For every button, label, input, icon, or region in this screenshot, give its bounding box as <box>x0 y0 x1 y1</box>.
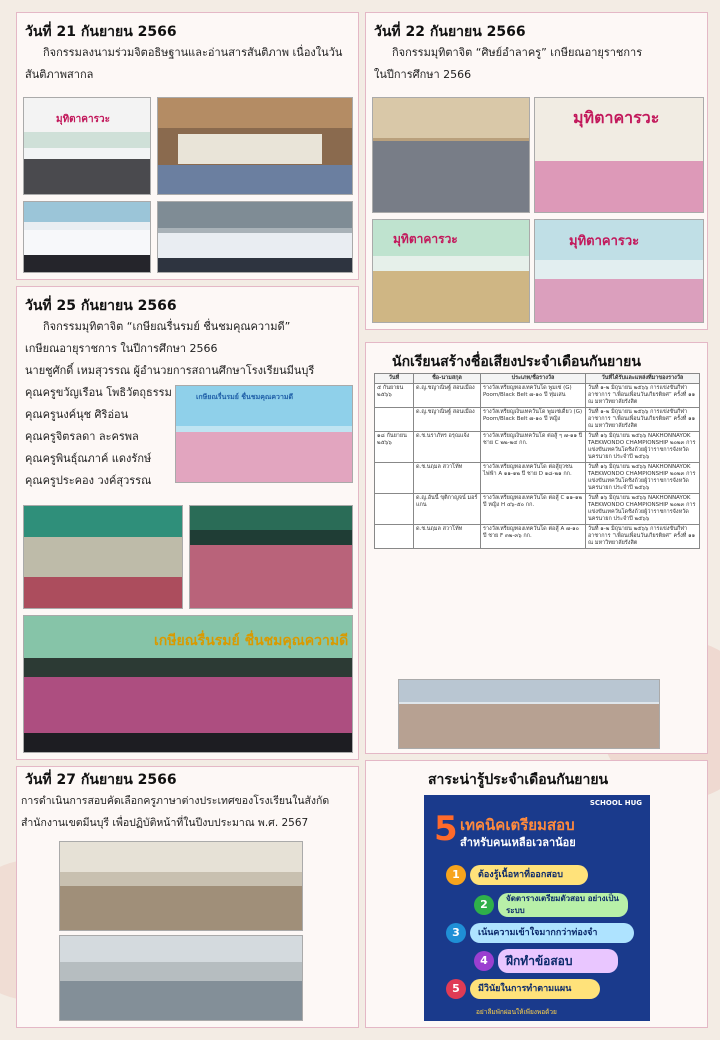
table-row <box>375 408 700 432</box>
cell-award: รางวัลเหรียญทองเทควันโด ต่อสู้ A ๗-๑๐ ปี ชาย F ๓๒-๓๖ กก. <box>481 525 586 549</box>
panel-text-line: การดำเนินการสอบคัดเลือกครูภาษาต่างประเทศของโรงเรียนในสังกัด <box>21 795 330 807</box>
cell-date: ๑๘ กันยายน ๒๕๖๖ <box>375 432 414 463</box>
panel-text-line: กิจกรรมลงนามร่วมจิตอธิษฐานและอ่านสารสันติภาพ เนื่องในวัน <box>43 46 343 59</box>
cell-date <box>375 463 414 494</box>
photo-stage-ceremony: มุทิตาคารวะ <box>372 219 530 323</box>
table-row <box>375 384 700 408</box>
panel-text-line: สำนักงานเขตมีนบุรี เพื่อปฏิบัติหน้าที่ในปีงบประมาณ พ.ศ. 2567 <box>21 817 309 829</box>
panel-title: วันที่ 27 กันยายน 2566 <box>25 772 177 788</box>
poster-footer: อย่าลืมพักผ่อนให้เพียงพอด้วย <box>476 1008 557 1016</box>
table-row <box>375 494 700 525</box>
panel-title: สาระน่ารู้ประจำเดือนกันยายน <box>428 772 609 788</box>
photo-retirees-certificates: เกษียณรื่นรมย์ ชื่นชมคุณความดี <box>175 385 353 483</box>
cell-source: วันที่ ๑๖ มิถุนายน ๒๕๖๖ NAKHONNAYOK TAEKWONDO CHAMPIONSHIP ๒๐๒๓ การแข่งขันเทควันโดชิงถ้วยผู้ว่าราชการจังหวัดนครนายก ประจำปี ๒๕๖๖ <box>586 494 700 525</box>
step-number: 4 <box>474 951 494 971</box>
cell-date <box>375 494 414 525</box>
headline-sub: สำหรับคนเหลือเวลาน้อย <box>460 836 576 849</box>
panel-text-line: ในปีการศึกษา 2566 <box>374 68 472 81</box>
panel-awards <box>365 342 708 754</box>
stage-banner: เกษียณรื่นรมย์ ชื่นชมคุณความดี <box>154 633 349 649</box>
cell-date <box>375 525 414 549</box>
headline-number: 5 <box>434 809 458 849</box>
cell-name: ด.ญ.ชญาณิษฐ์ สอนเมือง <box>414 408 481 432</box>
cell-award: รางวัลเหรียญทองเทควันโด ต่อสู้ C ๑๑-๑๒ ปี หญิง H ๔๖-๕๐ กก. <box>481 494 586 525</box>
cell-award: รางวัลเหรียญทองเทควันโด ต่อสู้ยุวชนไฟฟ้า A ๑๑-๑๒ ปี ชาย D ๑๘-๒๑ กก. <box>481 463 586 494</box>
panel-title: นักเรียนสร้างชื่อเสียงประจำเดือนกันยายน <box>392 354 641 370</box>
headline-main: เทคนิคเตรียมสอบ <box>460 816 575 834</box>
retiree-name: คุณครูพินธุ์ณภาค์ แดงรักษ์ <box>25 452 152 465</box>
step-item: ฝึกทำข้อสอบ <box>498 949 618 973</box>
brand-label: SCHOOL HUG <box>589 799 642 807</box>
photo-peace-posters <box>157 97 353 195</box>
retiree-name: คุณครูนงค์นุช ศิริอ่อน <box>25 408 129 421</box>
step-number: 2 <box>474 895 494 915</box>
panel-text-line: กิจกรรมมุทิตาจิต “ศิษย์อำลาครู” เกษียณอายุราชการ <box>392 46 643 59</box>
photo-award-students <box>398 679 660 749</box>
exam-tips-poster <box>424 795 650 1021</box>
step-number: 1 <box>446 865 466 885</box>
stage-banner: มุทิตาคารวะ <box>573 108 660 127</box>
panel-sept21 <box>16 12 359 280</box>
table-row <box>375 525 700 549</box>
panel-text-line: สันติภาพสากล <box>25 68 94 81</box>
panel-title: วันที่ 22 กันยายน 2566 <box>374 24 526 40</box>
photo-teachers-walk <box>372 97 530 213</box>
cell-source: วันที่ ๑-๒ มิถุนายน ๒๕๖๖ การแข่งขันกีฬาอาชาการ “เพื่อนเพื่อนวันเกียรติยศ” ครั้งที่ ๑๑ ณ มหาวิทยาลัยรังสิต <box>586 384 700 408</box>
step-item: มีวินัยในการทำตามแผน <box>470 979 600 999</box>
column-header: วันที่ได้รับและแหล่งที่มาของรางวัล <box>586 374 700 384</box>
panel-text-line: นายชูศักดิ์ เหมสุวรรณ ผู้อำนวยการสถานศึกษาโรงเรียนมีนบุรี <box>25 364 315 377</box>
cell-source: วันที่ ๑-๒ มิถุนายน ๒๕๖๖ การแข่งขันกีฬาอาชาการ “เพื่อนเพื่อนวันเกียรติยศ” ครั้งที่ ๑๑ ณ มหาวิทยาลัยรังสิต <box>586 525 700 549</box>
photo-exam-room <box>59 935 303 1021</box>
retiree-name: คุณครูขวัญเรือน โพธิวัตถุธรรม <box>25 386 172 399</box>
column-header: ชื่อ-นามสกุล <box>414 374 481 384</box>
column-header: วันที่ <box>375 374 414 384</box>
photo-students-outdoor <box>157 201 353 273</box>
panel-sept22 <box>365 12 708 330</box>
cell-name: ด.ช.นราภัทร อรุณแจ้ง <box>414 432 481 463</box>
photo-students-assembly <box>23 201 151 273</box>
cell-source: วันที่ ๑๖ มิถุนายน ๒๕๖๖ NAKHONNAYOK TAEKWONDO CHAMPIONSHIP ๒๐๒๓ การแข่งขันเทควันโดชิงถ้วยผู้ว่าราชการจังหวัดนครนายก ประจำปี ๒๕๖๖ <box>586 463 700 494</box>
cell-date <box>375 408 414 432</box>
cell-name: ด.ญ.ชญาณิษฐ์ สอนเมือง <box>414 384 481 408</box>
photo-students-signing: มุทิตาคารวะ <box>23 97 151 195</box>
cell-award: รางวัลเหรียญเงินเทควันโด พูมเซ่เดี่ยว (G) Poom/Black Belt ๗-๑๐ ปี หญิง <box>481 408 586 432</box>
panel-text-line: กิจกรรมมุทิตาจิต “เกษียณรื่นรมย์ ชื่นชมคุณความดี” <box>43 320 291 333</box>
panel-sept27 <box>16 766 359 1028</box>
cell-award: รางวัลเหรียญทองเทควันโด พูมเซ่ (G) Poom/Black Belt ๗-๑๐ ปี ทุ่มเสน <box>481 384 586 408</box>
cell-source: วันที่ ๑๖ มิถุนายน ๒๕๖๖ NAKHONNAYOK TAEKWONDO CHAMPIONSHIP ๒๐๒๓ การแข่งขันเทควันโดชิงถ้วยผู้ว่าราชการจังหวัดนครนายก ประจำปี ๒๕๖๖ <box>586 432 700 463</box>
photo-stage-group-retirees <box>23 615 353 753</box>
step-number: 5 <box>446 979 466 999</box>
photo-exam-interview <box>59 841 303 931</box>
photo-student-dance <box>534 97 704 213</box>
cell-name: ด.ช.นฤมล สวาโท้ท <box>414 463 481 494</box>
photo-stage-honoring <box>189 505 353 609</box>
cell-date: ๕ กันยายน ๒๕๖๖ <box>375 384 414 408</box>
column-header: ประเภท/ชื่อรางวัล <box>481 374 586 384</box>
table-row <box>375 432 700 463</box>
step-item: จัดตารางเตรียมตัวสอบ อย่างเป็นระบบ <box>498 893 628 917</box>
panel-text-line: เกษียณอายุราชการ ในปีการศึกษา 2566 <box>25 342 218 355</box>
step-item: ต้องรู้เนื้อหาที่ออกสอบ <box>470 865 588 885</box>
cell-name: ด.ช.นฤมล สวาโท้ท <box>414 525 481 549</box>
table-header-row <box>375 374 700 384</box>
photo-garland-presentation <box>23 505 183 609</box>
panel-title: วันที่ 25 กันยายน 2566 <box>25 298 177 314</box>
panel-title: วันที่ 21 กันยายน 2566 <box>25 24 177 40</box>
table-row <box>375 463 700 494</box>
retiree-name: คุณครูประคอง วงค์สุวรรณ <box>25 474 152 487</box>
cell-name: ด.ญ.อันนี้ ขุติกาญจน์ มอร์แกน <box>414 494 481 525</box>
step-number: 3 <box>446 923 466 943</box>
cell-award: รางวัลเหรียญเงินเทควันโด ต่อสู้ ๆ ๗-๑๑ ปี ชาย C ๒๒-๒๔ กก. <box>481 432 586 463</box>
photo-stage-group: มุทิตาคารวะ <box>534 219 704 323</box>
panel-knowledge <box>365 760 708 1028</box>
cell-source: วันที่ ๑-๒ มิถุนายน ๒๕๖๖ การแข่งขันกีฬาอาชาการ “เพื่อนเพื่อนวันเกียรติยศ” ครั้งที่ ๑๑ ณ มหาวิทยาลัยรังสิต <box>586 408 700 432</box>
panel-sept25 <box>16 286 359 760</box>
retiree-name: คุณครูจิตรลดา ละครพล <box>25 430 139 443</box>
step-item: เน้นความเข้าใจมากกว่าท่องจำ <box>470 923 634 943</box>
awards-table <box>374 373 700 549</box>
